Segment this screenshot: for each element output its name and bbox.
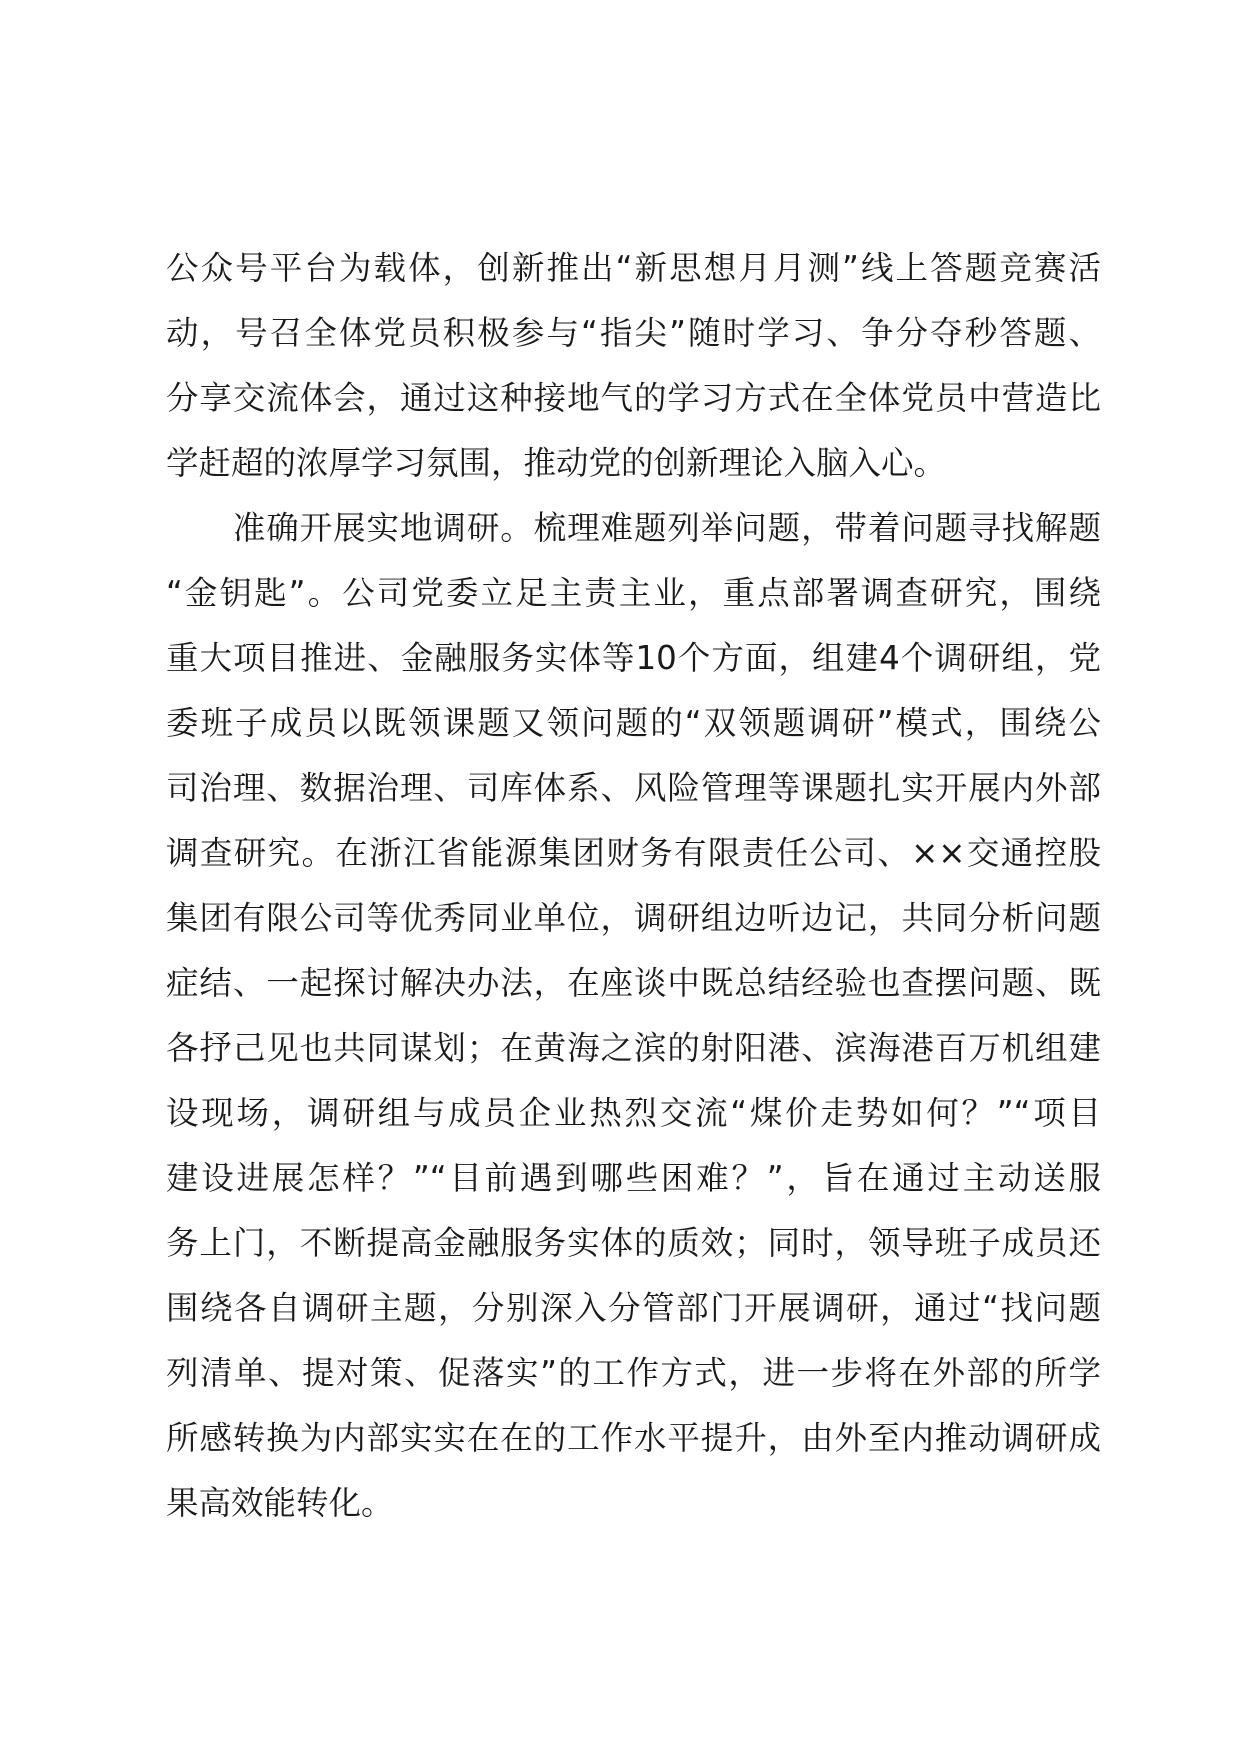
paragraph-study-activities [166,236,1101,496]
text-line: 学赶超的浓厚学习氛围，推动党的创新理论入脑入心。 [166,444,947,482]
text-line: 果高效能转化。 [166,1484,394,1522]
document-body [166,236,1101,1536]
text-line: “金钥匙”。公司党委立足主责主业，重点部署调查研究，围绕 [166,574,1101,612]
text-line: 准确开展实地调研。梳理难题列举问题，带着问题寻找解题 [166,509,1101,547]
text-line: 司治理、数据治理、司库体系、风险管理等课题扎实开展内外部 [166,769,1101,807]
text-line: 症结、一起探讨解决办法，在座谈中既总结经验也查摆问题、既 [166,964,1101,1002]
text-line: 围绕各自调研主题，分别深入分管部门开展调研，通过“找问题 [166,1289,1101,1327]
text-line: 集团有限公司等优秀同业单位，调研组边听边记，共同分析问题 [166,899,1101,937]
text-line: 务上门，不断提高金融服务实体的质效；同时，领导班子成员还 [166,1224,1101,1262]
text-line: 设现场，调研组与成员企业热烈交流“煤价走势如何？”“项目 [166,1094,1101,1132]
paragraph-field-research [166,496,1101,1536]
text-line: 各抒己见也共同谋划；在黄海之滨的射阳港、滨海港百万机组建 [166,1029,1101,1067]
text-line: 委班子成员以既领课题又领问题的“双领题调研”模式，围绕公 [166,704,1101,742]
text-line: 公众号平台为载体，创新推出“新思想月月测”线上答题竞赛活 [166,249,1101,287]
text-line: 调查研究。在浙江省能源集团财务有限责任公司、××交通控股 [166,834,1101,872]
text-line: 建设进展怎样？”“目前遇到哪些困难？”，旨在通过主动送服 [166,1159,1101,1197]
text-line: 列清单、提对策、促落实”的工作方式，进一步将在外部的所学 [166,1354,1101,1392]
text-line: 动，号召全体党员积极参与“指尖”随时学习、争分夺秒答题、 [166,314,1101,352]
text-line: 分享交流体会，通过这种接地气的学习方式在全体党员中营造比 [166,379,1101,417]
text-line: 重大项目推进、金融服务实体等10个方面，组建4个调研组，党 [166,639,1101,677]
text-line: 所感转换为内部实实在在的工作水平提升，由外至内推动调研成 [166,1419,1101,1457]
